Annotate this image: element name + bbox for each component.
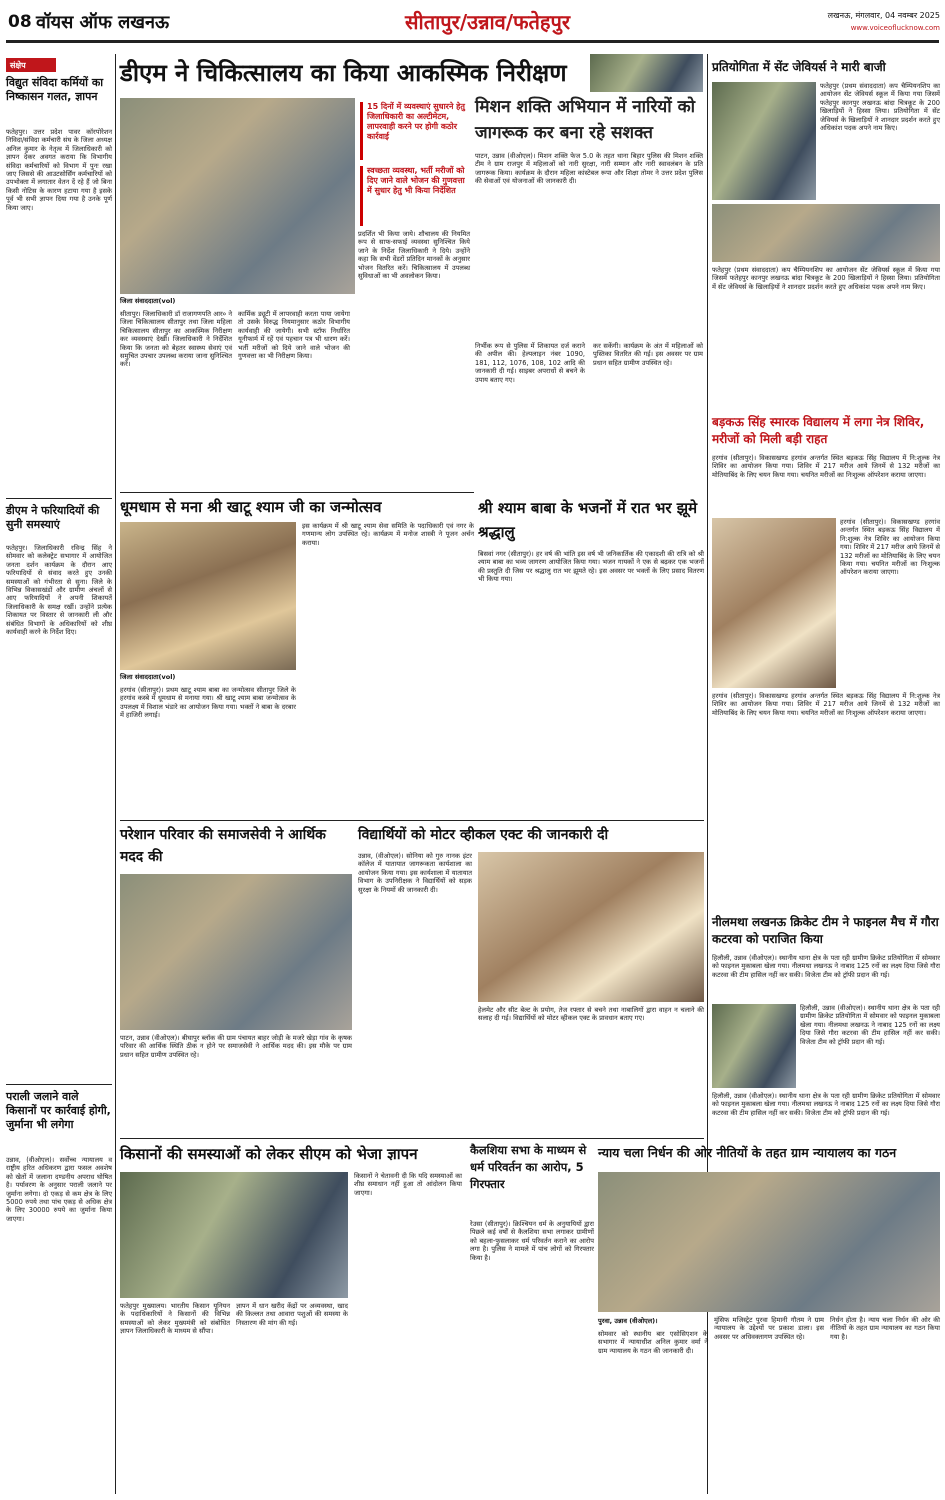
kisan-body-1: फतेहपुर मुख्यालय। भारतीय किसान यूनियन के पदाधिकारियों ने किसानों की विभिन्न समस्याओं को लेकर मुख्यमंत्री को संबोधित ज्ञापन जिलाधिकारी के माध्यम से सौंपा।: [120, 1302, 230, 1336]
xavier-story: [712, 58, 940, 410]
khatu-photo: [120, 522, 296, 670]
brief-label: संक्षेप: [6, 58, 56, 72]
badakoo-body: हरगांव (सीतापुर)। विकासखण्ड हरगांव अन्तर्गत स्थित बड़कऊ सिंह विद्यालय में नि:शुल्क नेत्र शिविर का आयोजन किया गया। शिविर में 217 मरीज आये जिनमें से 132 मरीजों का मोतियाबिंद के लिए चयन किया गया। चयनित मरीजों का निःशुल्क ऑपरेशन कराया जाएगा।: [712, 454, 940, 479]
pareshan-headline: परेशान परिवार की समाजसेवी ने आर्थिक मदद की: [120, 827, 326, 865]
mission-body-3: कर सकेंगी। कार्यक्रम के अंत में महिलाओं को पुस्तिका वितरित की गई। इस अवसर पर ग्राम प्रधान सहित ग्रामीण उपस्थित रहे।: [593, 342, 703, 367]
vidyarthi-body-1: उन्नाव, (वीओएल)। सोनिया को गुरु नानक इंटर कॉलेज में यातायात जागरूकता कार्यशाला का आयोजन किया गया। इस कार्यशाला में यातायात विभाग के उपनिरीक्षक ने विद्यार्थियों को सड़क सुरक्षा के नियमों की जानकारी दी।: [358, 852, 472, 894]
dateline: लखनऊ, मंगलवार, 04 नवम्बर 2025: [827, 11, 940, 20]
dm-body-1: सीतापुर। जिलाधिकारी डॉ राजागणपति आर० ने जिला चिकित्सालय सीतापुर तथा जिला महिला चिकित्सालय सीतापुर का आकस्मिक निरीक्षण कर व्यवस्थाएं देखीं। जिलाधिकारी ने निर्देशित किया कि जनता को बेहतर स्वास्थ्य सेवाएं एवं समुचित उपचार उपलब्ध कराया जाना सुनिश्चित करें।: [120, 310, 232, 369]
brief-1-headline: विद्युत संविदा कर्मियों का निष्कासन गलत, ज्ञापन: [6, 76, 104, 103]
mission-headline: मिशन शक्ति अभियान में नारियों को जागरूक कर बना रहे सशक्त: [475, 97, 696, 143]
brief-column: [6, 58, 112, 1494]
page-number: 08: [8, 12, 32, 32]
bhajan-body: बिसवां नगर (सीतापुर)। हर वर्ष की भांति इस वर्ष भी जनिकार्तिक की एकादशी की रात्रि को श्री श्याम बाबा का भव्य जागरण आयोजित किया गया। भजन गायकों ने एक से बढ़कर एक भजनों की प्रस्तुति दी जिस पर श्रद्धालु रात भर झूमते रहे। इस अवसर पर भक्तों के लिए प्रसाद वितरण भी किया गया।: [478, 550, 704, 584]
nyay-body-3: निर्धन होता है। न्याय चला निर्धन की ओर की नीतियों के तहत ग्राम न्यायालय का गठन किया गया है।: [830, 1316, 940, 1341]
mission-body-1: पाटन, उन्नाव (वीओएल)। मिशन शक्ति फेज 5.0 के तहत थाना बिहार पुलिस की मिशन शक्ति टीम ने ग्राम राजपुर में महिलाओं को नारी सुरक्षा, नारी सम्मान और नारी स्वावलंबन के प्रति जागरूक किया। कार्यक्रम के दौरान महिला कांस्टेबल रूपा और शिक्षा तोमर ने उत्तर प्रदेश पुलिस की सेवाओं एवं योजनाओं की जानकारी दी।: [475, 152, 703, 186]
brief-divider-2: [6, 1084, 112, 1085]
dm-bullet-1-text: 15 दिनों में व्यवस्थाएं सुधारने हेतु जिलाधिकारी का अल्टीमेटम, लापरवाही करने पर होगी कठोर कार्रवाई: [367, 102, 465, 141]
pareshan-body: पाटन, उन्नाव (वीओएल)। बीघापुर ब्लॉक की ग्राम पंचायत बाहर जोड़ी के मजरे खेड़ा गांव के कृषक परिवार की आर्थिक स्थिति ठीक न होने पर समाजसेवी ने आर्थिक मदद की। इस मौके पर ग्राम प्रधान सहित ग्रामीण उपस्थित रहे।: [120, 1034, 352, 1059]
vidyarthi-story: [358, 824, 704, 1134]
mission-shakti-story: [475, 94, 703, 490]
kailashiya-story: [470, 1142, 594, 1494]
xavier-headline: प्रतियोगिता में सेंट जेवियर्स ने मारी बाजी: [712, 60, 886, 74]
cricket-headline: नीलमथा लखनऊ क्रिकेट टीम ने फाइनल मैच में गौरा कटरवा को पराजित किया: [712, 915, 939, 946]
dm-caption: जिला संवाददाता(vol): [120, 297, 176, 305]
kisan-photo: [120, 1172, 348, 1298]
xavier-body-continued: फतेहपुर (प्रथम संवाददाता) कप चैम्पियनशिप का आयोजन सेंट जेवियर्स स्कूल में किया गया जिसमें फतेहपुर कानपुर लखनऊ बांदा चित्रकूट के 200 खिलाड़ियों ने हिस्सा लिया। प्रतियोगिता में सेंट जेवियर्स के खिलाड़ियों ने शानदार प्रदर्शन करते हुए अधिकांश पदक अपने नाम किए।: [712, 266, 940, 291]
xavier-body: फतेहपुर (प्रथम संवाददाता) कप चैम्पियनशिप का आयोजन सेंट जेवियर्स स्कूल में किया गया जिसमें फतेहपुर कानपुर लखनऊ बांदा चित्रकूट के 200 खिलाड़ियों ने हिस्सा लिया। प्रतियोगिता में सेंट जेवियर्स के खिलाड़ियों ने शानदार प्रदर्शन करते हुए अधिकांश पदक अपने नाम किए।: [820, 82, 940, 133]
nyay-headline: न्याय चला निर्धन की ओर नीतियों के तहत ग्राम न्यायालय का गठन: [598, 1145, 897, 1160]
divider-pareshan: [120, 820, 704, 821]
dm-photo: [120, 98, 355, 294]
kisan-story: [120, 1142, 462, 1494]
brief-2-body: फतेहपुर। जिलाधिकारी रविन्द्र सिंह ने सोमवार को कलेक्ट्रेट सभागार में आयोजित जनता दर्शन कार्यक्रम के दौरान आए फरियादियों से संवाद करते हुए उनकी समस्याओं को गंभीरता से सुना। जिले के विभिन्न विकासखंडों और ग्रामीण अंचलों से आए फरियादियों ने अपनी शिकायतें जिलाधिकारी के समक्ष रखीं। उन्होंने प्रत्येक शिकायत पर विस्तार से जानकारी ली और संबंधित विभागों के अधिकारियों को शीघ्र कार्यवाही करने के निर्देश दिए।: [6, 544, 112, 637]
badakoo-story: [712, 414, 940, 910]
mission-group-photo: [590, 54, 703, 92]
khatu-caption: जिला संवाददाता(vol): [120, 673, 176, 681]
brief-1-body: फतेहपुर। उत्तर प्रदेश पावर कॉरपोरेशन निविदा/संविदा कर्मचारी संघ के जिला अध्यक्ष अनिल कुमार के नेतृत्व में जिलाधिकारी को ज्ञापन देकर अवगत कराया कि विभागीय संविदा कर्मचारियों को विभाग में पुनः रखा जाए जिससे की आउटसोर्सिंग कर्मचारियों को उपभोक्ता में लगातार वेतन दें रहे हैं जो बिना किसी नोटिस के कारण हटाया गया है इसके पूर्व भी सभी ज्ञापन दिया गया है उनके पूर्ण किया जाए।: [6, 128, 112, 212]
mission-body-2: निर्भीक रूप से पुलिस में शिकायत दर्ज कराने की अपील की। हेल्पलाइन नंबर 1090, 181, 112, 1076, 108, 102 आदि की जानकारी दी गई। साइबर अपराधों से बचने के उपाय बताए गए।: [475, 342, 585, 384]
vidyarthi-headline: विद्यार्थियों को मोटर व्हीकल एक्ट की जानकारी दी: [358, 827, 609, 843]
cricket-body-right: हिलौली, उन्नाव (वीओएल)। स्थानीय थाना क्षेत्र के पता रही ग्रामीण क्रिकेट प्रतियोगिता में सोमवार को फाइनल मुकाबला खेला गया। नीलमथा लखनऊ ने नाबाद 125 रनों का लक्ष्य दिया जिसे गौरा कटरवा की टीम हासिल नहीं कर सकी। विजेता टीम को ट्रॉफी प्रदान की गई।: [800, 1004, 940, 1046]
vidyarthi-body-2: हेलमेट और सीट बेल्ट के प्रयोग, तेज रफ्तार से बचने तथा नाबालिगों द्वारा वाहन न चलाने की सलाह दी गई। विद्यार्थियों को मोटर व्हीकल एक्ट के प्रावधान बताए गए।: [478, 1006, 704, 1023]
pareshan-photo: [120, 874, 352, 1030]
brief-2-headline: डीएम ने फरियादियों की सुनी समस्याएं: [6, 504, 100, 531]
section-title: सीतापुर/उन्नाव/फतेहपुर: [405, 10, 571, 34]
bhajan-headline: श्री श्याम बाबा के भजनों में रात भर झूमे श्रद्धालु: [478, 499, 698, 541]
xavier-photo-1: [712, 82, 816, 200]
nyay-story: [598, 1142, 940, 1494]
pareshan-story: [120, 824, 352, 1134]
khatu-story: [120, 496, 474, 816]
xavier-photo-2: [712, 204, 940, 262]
badakoo-body-right: हरगांव (सीतापुर)। विकासखण्ड हरगांव अन्तर्गत स्थित बड़कऊ सिंह विद्यालय में नि:शुल्क नेत्र शिविर का आयोजन किया गया। शिविर में 217 मरीज आये जिनमें से 132 मरीजों का मोतियाबिंद के लिए चयन किया गया। चयनित मरीजों का निःशुल्क ऑपरेशन कराया जाएगा।: [840, 518, 940, 577]
cricket-body-bottom: हिलौली, उन्नाव (वीओएल)। स्थानीय थाना क्षेत्र के पता रही ग्रामीण क्रिकेट प्रतियोगिता में सोमवार को फाइनल मुकाबला खेला गया। नीलमथा लखनऊ ने नाबाद 125 रनों का लक्ष्य दिया जिसे गौरा कटरवा की टीम हासिल नहीं कर सकी। विजेता टीम को ट्रॉफी प्रदान की गई।: [712, 1092, 940, 1117]
kisan-body-2: ज्ञापन में धान खरीद केंद्रों पर अव्यवस्था, खाद की किल्लत तथा आवारा पशुओं की समस्या के निस्तारण की मांग की गई।: [236, 1302, 348, 1327]
dm-bullet-1: [360, 102, 470, 160]
khatu-body-2: इस कार्यक्रम में श्री खाटू श्याम सेवा समिति के पदाधिकारी एवं नगर के गणमान्य लोग उपस्थित रहे। कार्यक्रम में मनोज शास्त्री ने पूजन अर्चन कराया।: [302, 522, 474, 547]
cricket-photo: [712, 1004, 796, 1088]
column-rule-left: [115, 54, 116, 1494]
masthead-rule: [6, 40, 939, 43]
dm-bullet-2-text: स्वच्छता व्यवस्था, भर्ती मरीजों को दिए जाने वाले भोजन की गुणवत्ता में सुधार हेतु भी किया निर्देशित: [367, 166, 465, 195]
dm-bullet-2: [360, 166, 470, 226]
badakoo-body-bottom: हरगांव (सीतापुर)। विकासखण्ड हरगांव अन्तर्गत स्थित बड़कऊ सिंह विद्यालय में नि:शुल्क नेत्र शिविर का आयोजन किया गया। शिविर में 217 मरीज आये जिनमें से 132 मरीजों का मोतियाबिंद के लिए चयन किया गया। चयनित मरीजों का निःशुल्क ऑपरेशन कराया जाएगा।: [712, 692, 940, 717]
divider-khatu: [120, 492, 474, 493]
brief-divider-1: [6, 498, 112, 499]
nyay-caption: पुरवा, उन्नाव (वीओएल)।: [598, 1317, 658, 1325]
badakoo-headline: बड़कऊ सिंह स्मारक विद्यालय में लगा नेत्र शिविर, मरीजों को मिली बड़ी राहत: [712, 415, 925, 446]
dm-headline: डीएम ने चिकित्सालय का किया आकस्मिक निरीक्षण: [120, 59, 567, 87]
brief-3-headline: पराली जलाने वाले किसानों पर कार्रवाई होगी, जुर्माना भी लगेगा: [6, 1090, 111, 1131]
kisan-body-3: किसानों ने चेतावनी दी कि यदि समस्याओं का शीघ्र समाधान नहीं हुआ तो आंदोलन किया जाएगा।: [354, 1172, 462, 1197]
kailashiya-headline: कैलशिया सभा के माध्यम से धर्म परिवर्तन का आरोप, 5 गिरफ्तार: [470, 1143, 587, 1191]
khatu-headline: धूमधाम से मना श्री खाटू श्याम जी का जन्मोत्सव: [120, 498, 382, 516]
kisan-headline: किसानों की समस्याओं को लेकर सीएम को भेजा ज्ञापन: [120, 1145, 418, 1163]
vidyarthi-photo: [478, 852, 704, 1002]
khatu-body-1: हरगांव (सीतापुर)। प्रथम खाटू श्याम बाबा का जन्मोत्सव सीतापुर जिले के हरगांव कस्बे में धूमधाम से मनाया गया। श्री खाटू श्याम बाबा जन्मोत्सव के उपलक्ष्य में विशाल भंडारे का आयोजन किया गया। भक्तों ने बाबा के दरबार में हाजिरी लगाई।: [120, 686, 296, 720]
cricket-body: हिलौली, उन्नाव (वीओएल)। स्थानीय थाना क्षेत्र के पता रही ग्रामीण क्रिकेट प्रतियोगिता में सोमवार को फाइनल मुकाबला खेला गया। नीलमथा लखनऊ ने नाबाद 125 रनों का लक्ष्य दिया जिसे गौरा कटरवा की टीम हासिल नहीं कर सकी। विजेता टीम को ट्रॉफी प्रदान की गई।: [712, 954, 940, 979]
nyay-photo: [598, 1172, 940, 1312]
badakoo-photo: [712, 518, 836, 688]
brief-3-body: उन्नाव, (वीओएल)। सर्वोच्च न्यायालय व राष्ट्रीय हरित अधिकरण द्वारा फसल अवशेष को खेतों में जलाना दण्डनीय अपराध घोषित है। पर्यावरण के अनुसार पराली जलाने पर जुर्माना लगेगा। दो एकड़ से कम क्षेत्र के लिए 5000 रुपये तथा पांच एकड़ से अधिक क्षेत्र के लिए 30000 रुपये का जुर्माना किया जाएगा।: [6, 1156, 112, 1223]
divider-kisan: [120, 1138, 704, 1139]
masthead: [0, 0, 945, 46]
website: www.voiceoflucknow.com: [850, 24, 940, 32]
bhajan-story: [478, 496, 704, 816]
dm-body-3: प्रदर्शित भी किया जाये। शौचालय की नियमित रूप से साफ-सफाई व्यवस्था सुनिश्चित किये जाने के निर्देश जिलाधिकारी ने दिये। उन्होंने कहा कि सभी वेंडरों प्रतिदिन मानकों के अनुसार भोजन वितरित करें। चिकित्सालय में उपलब्ध सुविधाओं का भी अवलोकन किया।: [358, 230, 470, 281]
dm-body-2: कार्मिक ड्यूटी में लापरवाही करता पाया जायेगा तो उसके विरुद्ध नियमानुसार कठोर विभागीय कार्यवाही की जायेगी। सभी स्टॉफ निर्धारित यूनीफार्म में रहें एवं पहचान पत्र भी धारण करें। भर्ती मरीजों को दिये जाने वाले भोजन की गुणवत्ता का भी निरीक्षण किया।: [238, 310, 350, 361]
nyay-body-1: सोमवार को स्थानीय बार एसोसिएशन के सभागार में न्यायाधीश अनिल कुमार वर्मा ने ग्राम न्यायालय के गठन की जानकारी दी।: [598, 1330, 708, 1355]
nyay-body-2: मुंसिफ मजिस्ट्रेट पुरवा हिमानी गौतम ने ग्राम न्यायालय के उद्देश्यों पर प्रकाश डाला। इस अवसर पर अधिवक्तागण उपस्थित रहे।: [714, 1316, 824, 1341]
paper-name: वॉयस ऑफ लखनऊ: [36, 12, 170, 33]
kailashiya-body: रेउसा (सीतापुर)। क्रिश्चियन धर्म के अनुयायियों द्वारा पिछले कई वर्षों से कैलशिया सभा लगाकर ग्रामीणों को बहला-फुसलाकर धर्म परिवर्तन कराने का आरोप लगा है। पुलिस ने मामले में पांच लोगों को गिरफ्तार किया है।: [470, 1220, 594, 1262]
